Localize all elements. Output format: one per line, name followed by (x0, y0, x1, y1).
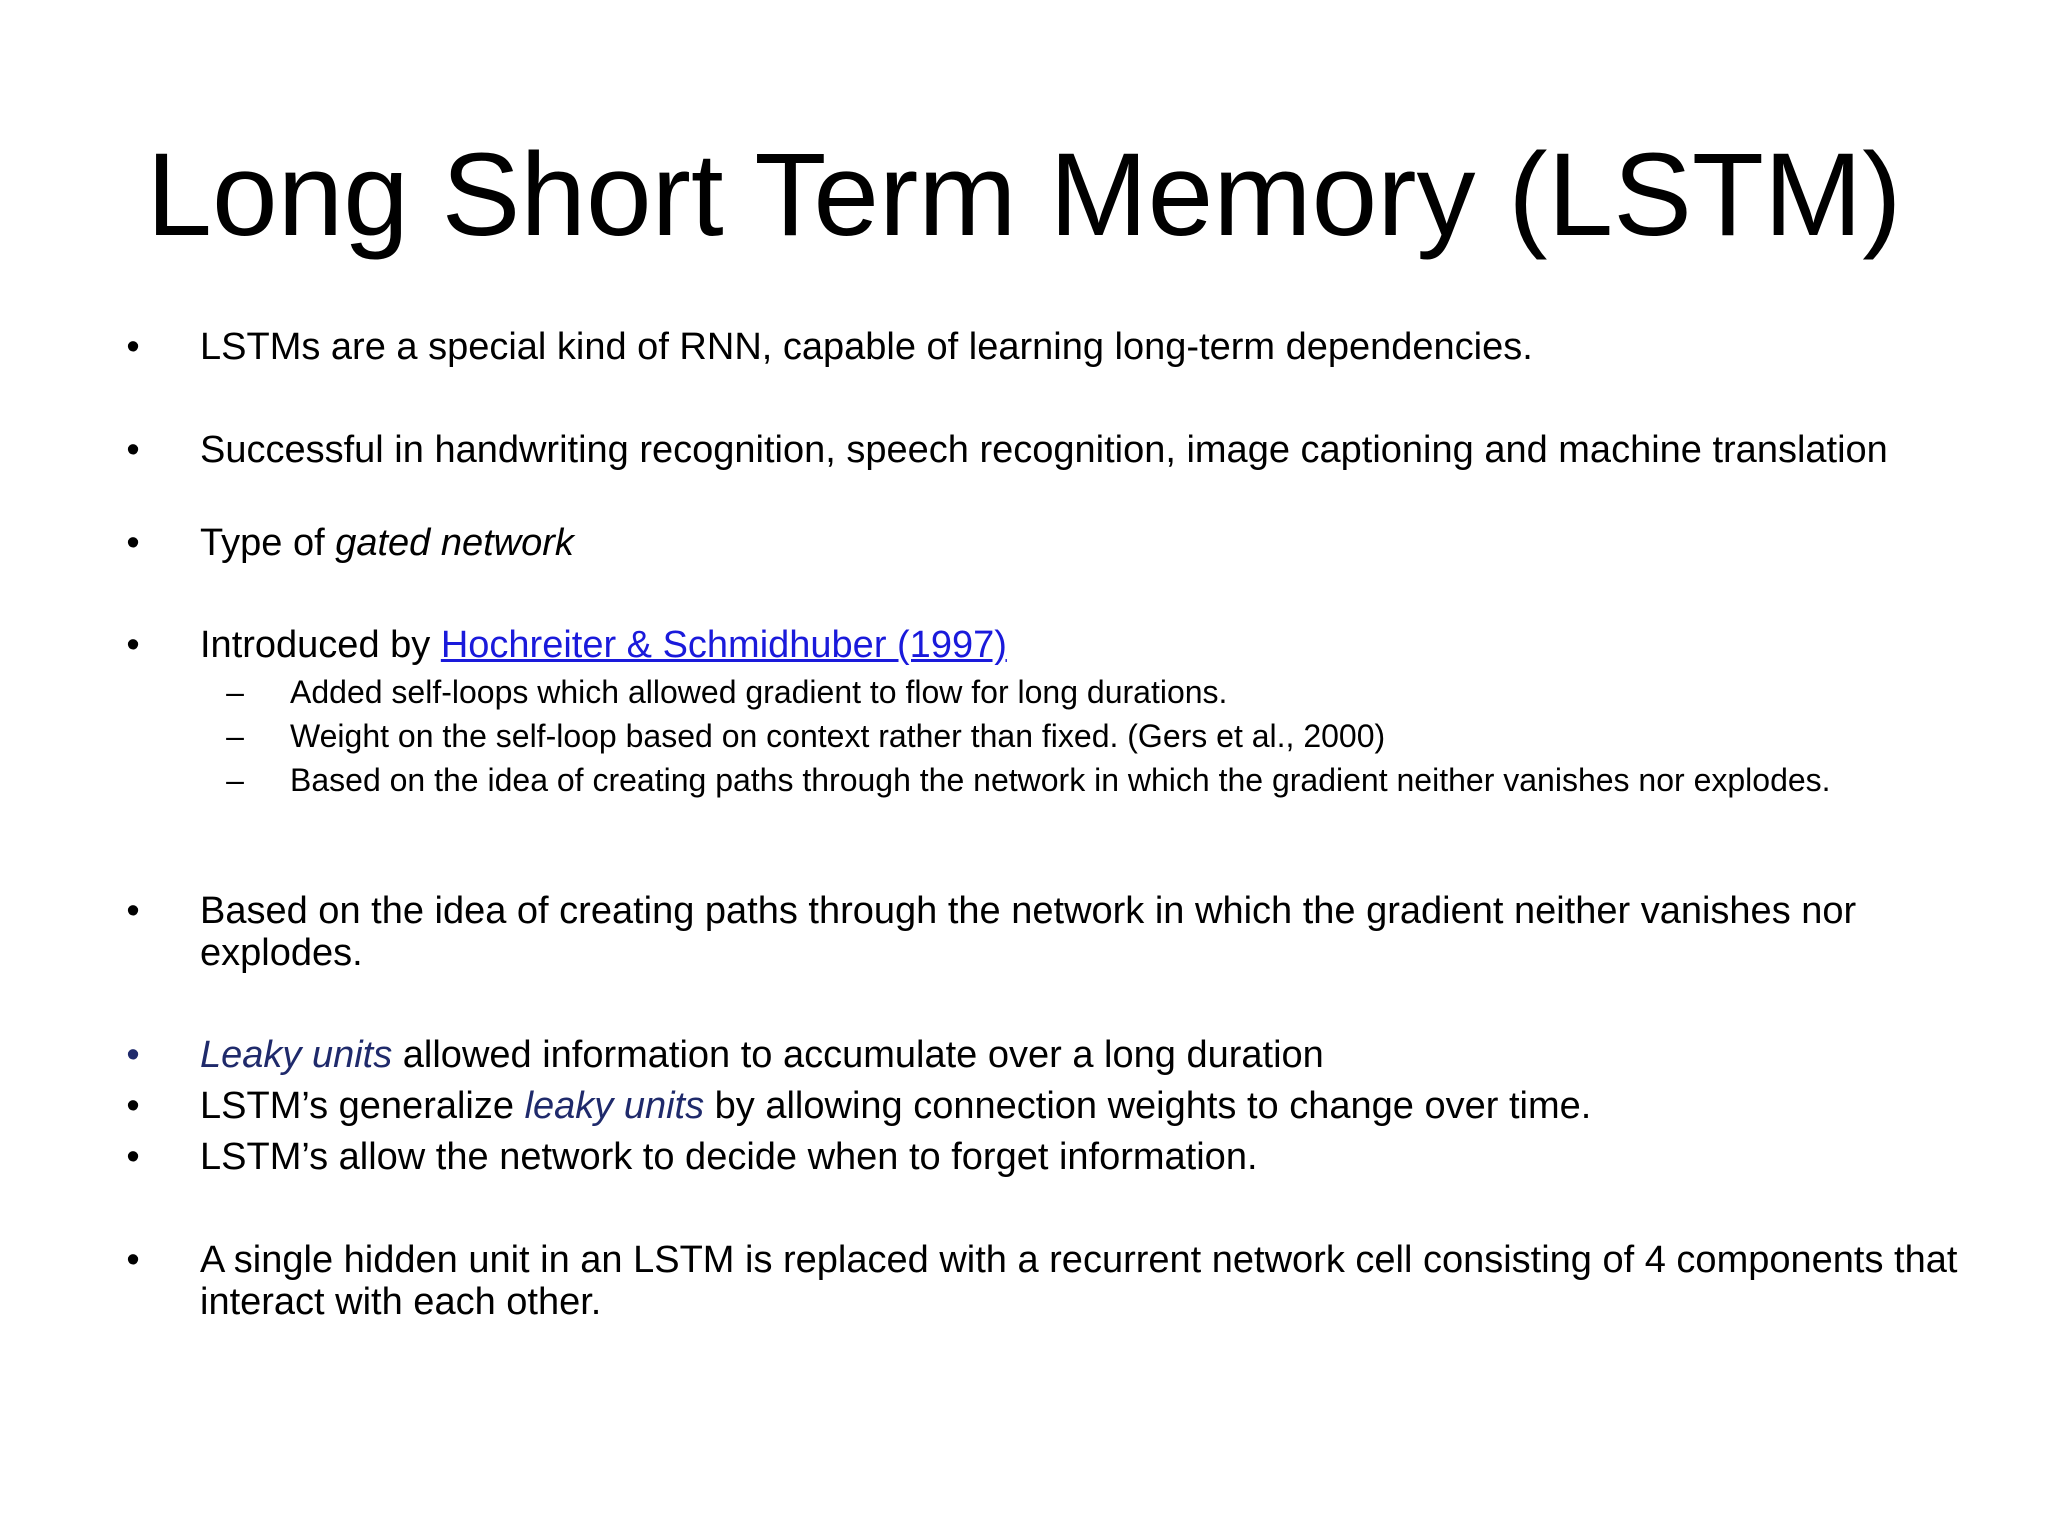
bullet-marker: • (126, 890, 140, 932)
bullet-text: Based on the idea of creating paths through the network in which the gradient neither vanishes nor explodes. (200, 890, 1857, 974)
sub-bullet-text: Weight on the self-loop based on context rather than fixed. (Gers et al., 2000) (290, 718, 1386, 754)
slide-title: Long Short Term Memory (LSTM) (146, 129, 1902, 261)
bullet-text-prefix: Type of (200, 522, 336, 564)
bullet-marker: • (126, 326, 140, 368)
bullet-marker: • (126, 1034, 140, 1076)
sub-bullet-text: Added self-loops which allowed gradient to flow for long durations. (290, 674, 1228, 710)
bullet-text-emphasis: Leaky units (200, 1034, 393, 1076)
sub-bullet-marker: – (226, 718, 244, 754)
bullet-text (200, 1034, 1960, 1076)
bullet-marker: • (126, 624, 140, 666)
bullet-text-emphasis: leaky units (524, 1085, 705, 1127)
bullet-text-emphasis: gated network (335, 522, 574, 564)
bullet-text (200, 1085, 1960, 1127)
bullet-text: LSTMs are a special kind of RNN, capable of learning long-term dependencies. (200, 326, 1533, 368)
sub-bullet-marker: – (226, 762, 244, 798)
bullet-marker: • (126, 429, 140, 471)
bullet-text-suffix: by allowing connection weights to change over time. (704, 1085, 1592, 1127)
bullet-marker: • (126, 1136, 140, 1178)
bullet-text-prefix: Introduced by (200, 624, 441, 666)
bullet-marker: • (126, 1085, 140, 1127)
citation-link[interactable]: Hochreiter & Schmidhuber (1997) (440, 624, 1007, 666)
bullet-text-suffix: allowed information to accumulate over a long duration (392, 1034, 1324, 1076)
sub-bullet-marker: – (226, 674, 244, 710)
bullet-text: Successful in handwriting recognition, speech recognition, image captioning and machine translation (200, 429, 1888, 471)
bullet-text (200, 522, 1960, 564)
bullet-marker: • (126, 522, 140, 564)
bullet-text: A single hidden unit in an LSTM is replaced with a recurrent network cell consisting of 4 components that interact with each other. (200, 1239, 1958, 1323)
bullet-text-prefix: LSTM’s generalize (200, 1085, 525, 1127)
bullet-text (200, 624, 1960, 666)
bullet-marker: • (126, 1239, 140, 1281)
bullet-text: LSTM’s allow the network to decide when to forget information. (200, 1136, 1258, 1178)
sub-bullet-text: Based on the idea of creating paths through the network in which the gradient neither vanishes nor explodes. (290, 762, 1831, 798)
